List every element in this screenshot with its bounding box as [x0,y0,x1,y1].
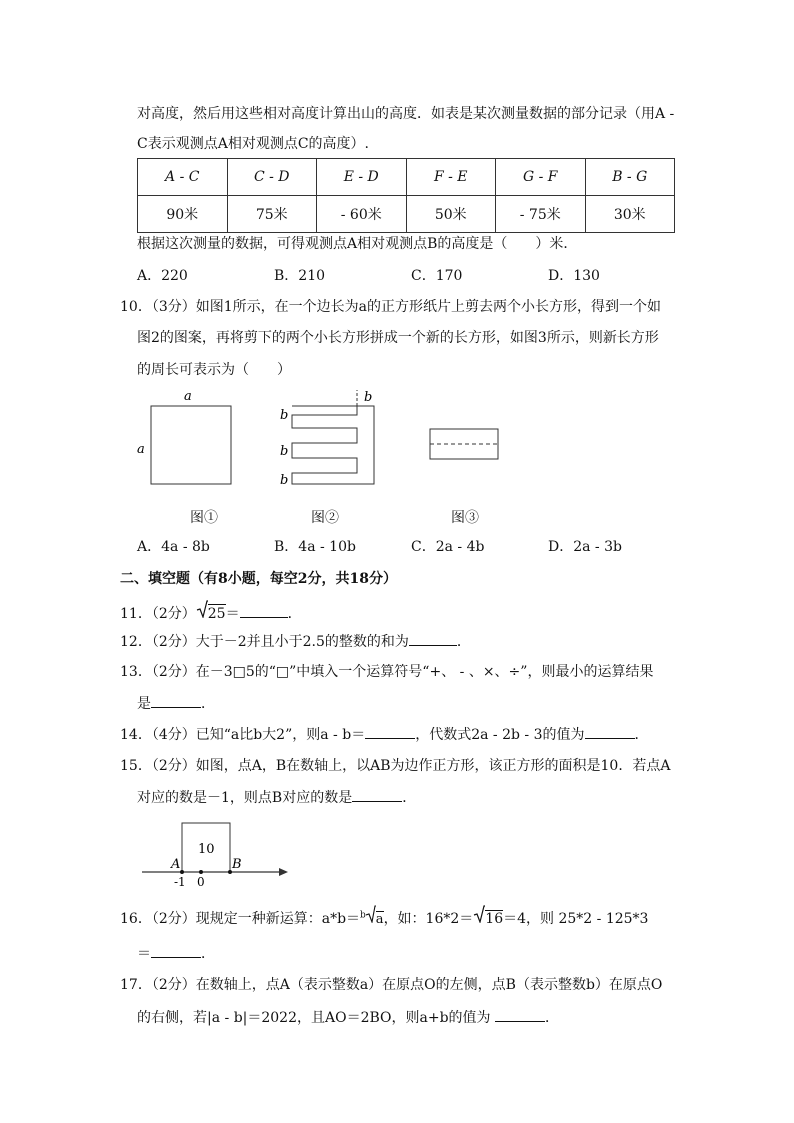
q10-options [137,537,697,557]
square-area-label: 10 [198,842,215,857]
q17-end: ． [545,1010,560,1026]
q11-answer-blank [240,603,288,618]
q10-figures [120,385,540,500]
sqrt-icon [196,600,208,618]
table-cell: - 75米 [496,196,586,233]
q11-end: ． [287,606,302,622]
fig2-b-label: b [280,444,289,459]
table-header-cell: C - D [227,159,317,196]
table-header-cell: A - C [138,159,228,196]
q15-answer-blank [352,787,402,802]
fig2-b-label: b [280,473,289,488]
q15-line1: 15．（2分）如图，点A，B在数轴上，以AB为边作正方形，该正方形的面积是10．若点A [120,758,671,774]
table-cell: - 60米 [317,196,407,233]
option-b: B．4a - 10b [274,539,356,555]
q15-line2 [137,787,416,808]
q17-lead: 的右侧，若|a - b|＝2022，且AO＝2BO，则a+b的值为 [137,1010,496,1026]
q15-number-line-figure [138,818,298,890]
option-d: D．130 [548,268,600,284]
q13-end: ． [201,696,215,712]
root-icon [366,905,376,923]
q11-radicand: 25 [207,606,226,622]
fig2-b-label: b [280,408,289,423]
q17-line1: 17．（2分）在数轴上，点A（表示整数a）在原点O的左侧，点B（表示整数b）在原点O [120,977,663,993]
fig1-caption: 图① [190,510,218,526]
q16-prefix: 16．（2分）现规定一种新运算：a*b＝ [120,911,361,927]
q15-end: ． [402,790,417,806]
q11 [120,600,302,624]
q9-line1: 对高度，然后用这些相对高度计算出山的高度．如表是某次测量数据的部分记录（用A - [137,106,675,122]
option-b: B．210 [274,268,326,284]
option-a: A．220 [137,268,188,284]
q16-answer-blank [151,943,201,958]
tick-label-zero: 0 [197,875,205,889]
fig1-square [151,406,231,484]
q16-line2 [137,943,215,964]
q13-line1: 13．（2分）在－3□5的“□”中填入一个运算符号“+、 - 、×、÷”，则最小的运算结果 [120,664,654,680]
table-header-cell: F - E [406,159,496,196]
table-row [138,159,675,196]
sqrt-icon [473,905,485,923]
q16-root-index: b [360,910,366,921]
table-header-cell: B - G [585,159,675,196]
q9-options [137,266,697,286]
q9-line2: C表示观测点A相对观测点C的高度）. [137,136,369,152]
table-header-cell: E - D [317,159,407,196]
q14-end: ． [634,727,649,743]
q12-end: ． [456,634,471,650]
q11-equals: ＝ [225,606,240,622]
q10-line1: 10．（3分）如图1所示，在一个边长为a的正方形纸片上剪去两个小长方形，得到一个如 [120,299,661,315]
point-b-label: B [232,857,242,872]
q14-mid: ，代数式2a - 2b - 3的值为 [415,727,585,743]
q14-prefix: 14．（4分）已知“a比b大2”，则a - b＝ [120,727,366,743]
point-a [180,870,184,874]
q12-text: 12．（2分）大于－2并且小于2.5的整数的和为 [120,634,409,650]
section-heading: 二、填空题（有8小题，每空2分，共18分） [120,571,397,587]
q13-lead: 是 [137,696,151,712]
fig2-shape [292,406,374,484]
table-cell: 75米 [227,196,317,233]
fig1-left-label: a [137,442,145,457]
table-cell: 50米 [406,196,496,233]
fig2-caption: 图② [311,510,339,526]
q14-answer-blank-2 [585,724,635,739]
q10-line2: 图2的图案，再将剪下的两个小长方形拼成一个新的长方形，如图3所示，则新长方形 [137,330,659,346]
point-a-label: A [171,857,181,872]
q10-line3: 的周长可表示为（ ） [137,362,291,378]
q16-mid2: ＝4，则 25*2 - 125*3 [503,911,649,927]
table-header-cell: G - F [496,159,586,196]
q9-stem: 根据这次测量的数据，可得观测点A相对观测点B的高度是（ ）米． [137,236,578,252]
option-c: C．2a - 4b [411,539,485,555]
q16-end: ． [201,946,215,962]
q16-root-radicand: a [375,912,384,927]
q11-prefix: 11．（2分） [120,606,196,622]
q16-mid: ，如：16*2＝ [383,911,474,927]
q12-answer-blank [409,631,457,646]
q14-answer-blank-1 [365,724,415,739]
table-cell: 90米 [138,196,228,233]
q15-lead: 对应的数是－1，则点B对应的数是 [137,790,353,806]
axis-arrow-icon [279,868,288,876]
option-d: D．2a - 3b [548,539,622,555]
fig3-caption: 图③ [451,510,479,526]
q16-equals: ＝ [137,946,151,962]
fig1-top-label: a [184,389,192,404]
q16-line1 [120,905,648,930]
q14 [120,724,649,745]
fig2-b-label: b [364,390,373,405]
measurement-table [137,158,675,233]
tick-label-minus-one: -1 [174,875,186,889]
q17-line2 [137,1007,559,1028]
q16-sqrt-radicand: 16 [485,911,504,927]
q13-line2 [137,693,215,714]
table-cell: 30米 [585,196,675,233]
option-a: A．4a - 8b [137,539,210,555]
q12 [120,631,471,652]
q13-answer-blank [151,693,201,708]
option-c: C．170 [411,268,463,284]
table-row [138,196,675,233]
q17-answer-blank [495,1007,545,1022]
origin-point [199,870,203,874]
